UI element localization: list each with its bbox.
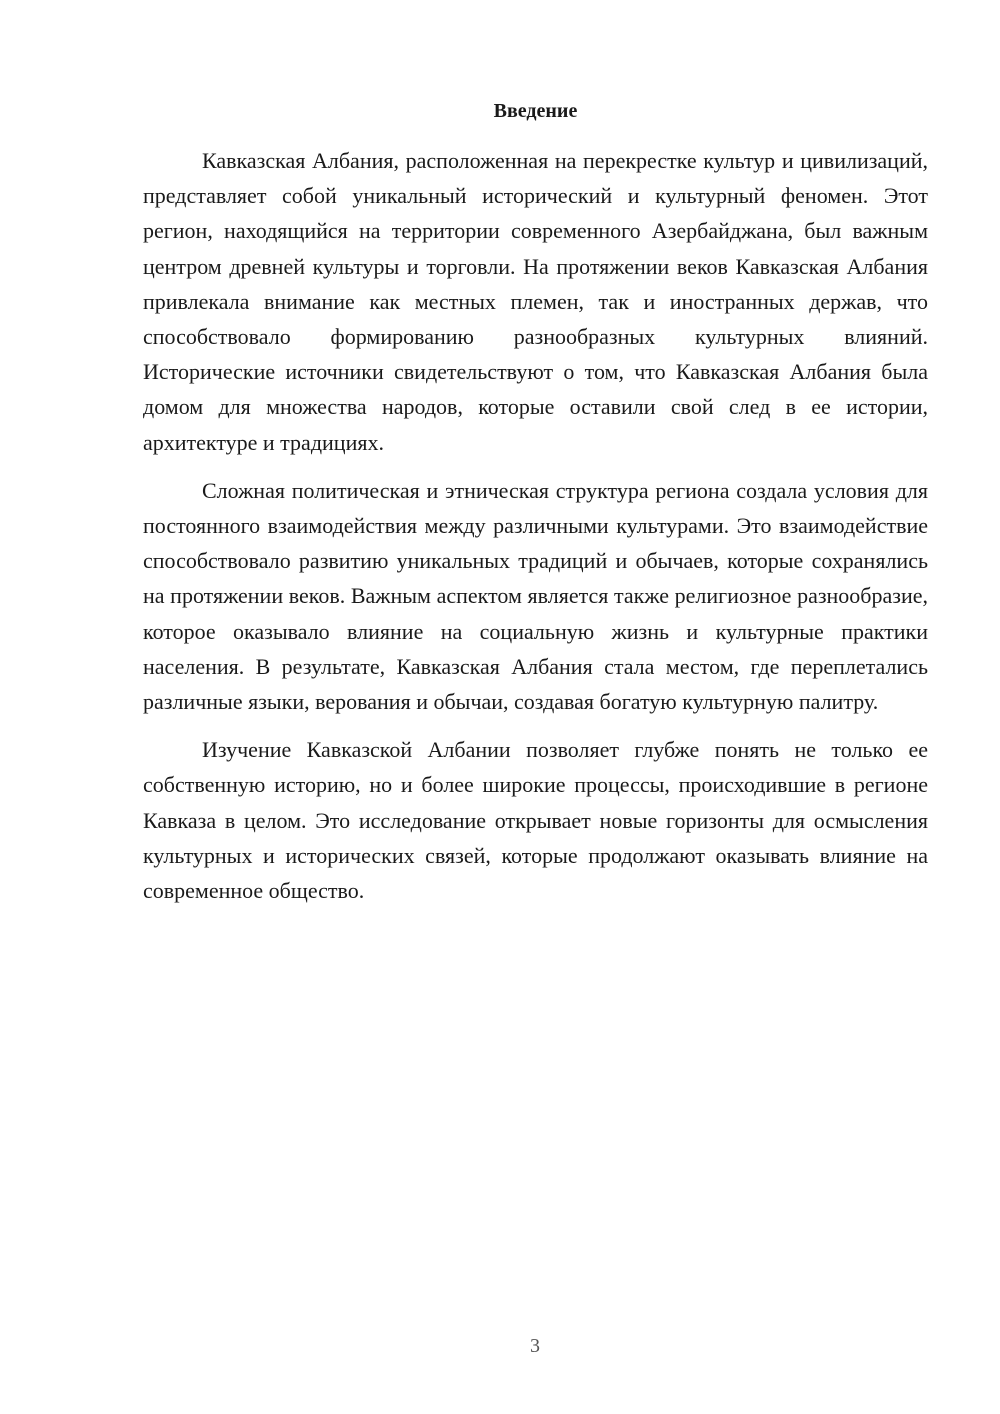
paragraph-2: Сложная политическая и этническая структура региона создала условия для постоянного взаимодействия между различными культурами. Это взаимодействие способствовало развитию уникальных традиций и обычаев, которые сохранялись на протяжении веков. Важным аспектом является также религиозное разнообразие, которое оказывало влияние на социальную жизнь и культурные практики населения. В результате, Кавказская Албания стала местом, где переплетались различные языки, верования и обычаи, создавая богатую культурную палитру. [143, 477, 928, 715]
page-title: Введение [493, 100, 578, 122]
body-text [143, 143, 928, 908]
page-number: 3 [530, 1335, 540, 1357]
paragraph-3: Изучение Кавказской Албании позволяет глубже понять не только ее собственную историю, но и более широкие процессы, происходившие в регионе Кавказа в целом. Это исследование открывает новые горизонты для осмысления культурных и исторических связей, которые продолжают оказывать влияние на современное общество. [143, 737, 928, 904]
paragraph-1: Кавказская Албания, расположенная на перекрестке культур и цивилизаций, представляет собой уникальный исторический и культурный феномен. Этот регион, находящийся на территории современного Азербайджана, был важным центром древней культуры и торговли. На протяжении веков Кавказская Албания привлекала внимание как местных племен, так и иностранных держав, что способствовало формированию разнообразных культурных влияний. Исторические источники свидетельствуют о том, что Кавказская Албания была домом для множества народов, которые оставили свой след в ее истории, архитектуре и традициях. [143, 148, 928, 455]
